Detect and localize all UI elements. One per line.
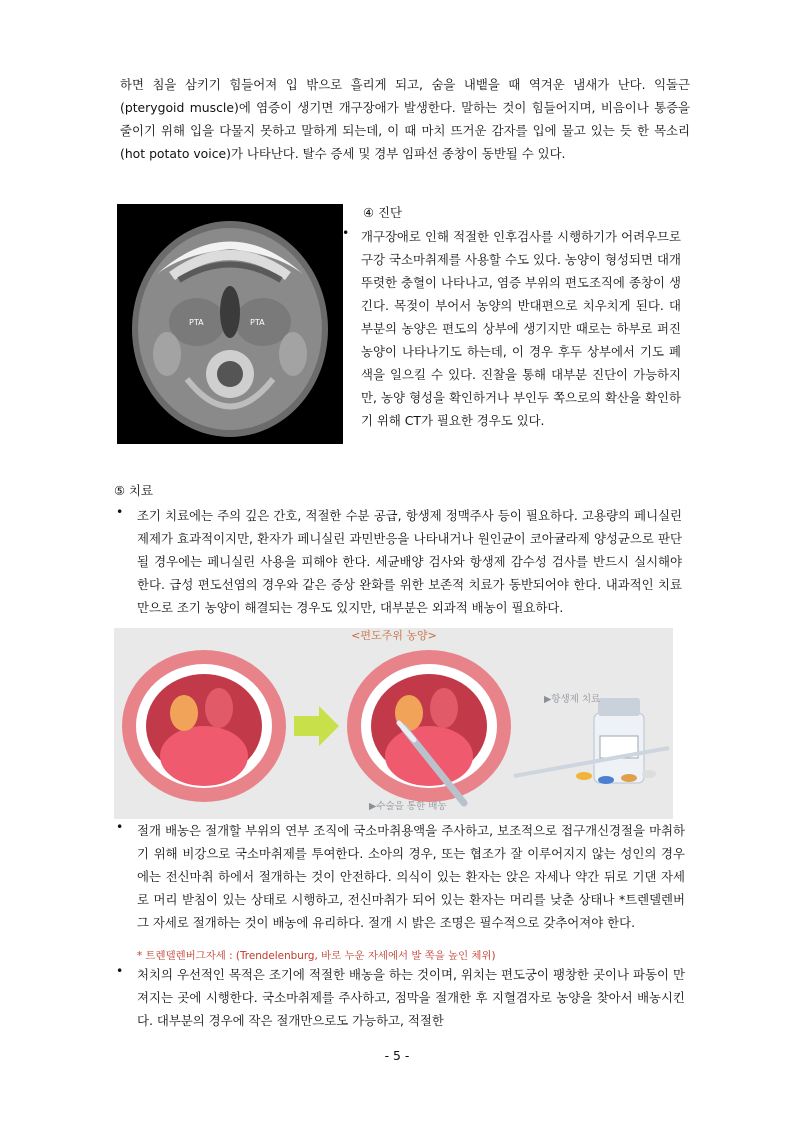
mouth-after-icon [347,650,511,802]
page-number: - 5 - [384,1048,410,1063]
surgery-label: ▶수술을 통한 배농 [369,801,447,812]
treatment-paragraph: 조기 치료에는 주의 깊은 간호, 적절한 수분 공급, 항생제 정맥주사 등이 필요하다. 고용량의 페니실린 제제가 효과적이지만, 환자가 페니실린 과민반응을 나타내거나 원인균이 코아귤라제 양성균으로 판단될 경우에는 페니실린 사용을 피해야 한다. 세균배양 검사와 항생제 감수성 검사를 반드시 실시해야 한다. 급성 편도선염의 경우와 같은 증상 완화를 위한 보존적 치료가 동반되어야 한다. 내과적인 치료만으로 조기 농양이 해결되는 경우도 있지만, 대부분은 외과적 배농이 필요하다. [137,508,682,615]
treatment-heading: ⑤ 치료 [114,483,153,498]
peritonsillar-abscess-illustration [114,628,673,819]
diagnosis-heading: ④ 진단 [363,205,402,220]
illustration-title: <편도주위 농양> [351,629,437,642]
ct-scan-image [117,204,343,444]
treatment-bullet: • [116,504,124,519]
diagnosis-bullet: • [342,225,350,240]
procedure-paragraph: 처치의 우선적인 목적은 조기에 적절한 배농을 하는 것이며, 위치는 편도궁이 팽창한 곳이나 파동이 만져지는 곳에 시행한다. 국소마취제를 주사하고, 점막을 절개한 후 지혈겸자로 농양을 찾아서 배농시킨다. 대부분의 경우에 작은 절개만으로도 가능하고, 적절한 [137,967,685,1028]
incision-paragraph: 절개 배농은 절개할 부위의 연부 조직에 국소마취용액을 주사하고, 보조적으로 접구개신경절을 마취하기 위해 비강으로 국소마취제를 투여한다. 소아의 경우, 또는 협조가 잘 이루어지지 않는 성인의 경우에는 전신마취 하에서 절개하는 것이 안전하다. 의식이 있는 환자는 앉은 자세나 약간 뒤로 기댄 자세로 머리 받침이 있는 상태로 시행하고, 전신마취가 되어 있는 환자는 머리를 낮춘 상태나 *트렌델렌버그 자세로 절개하는 것이 배농에 유리하다. 절개 시 밝은 조명은 필수적으로 갖추어져야 한다. [137,823,685,930]
incision-bullet: • [116,819,124,834]
medicine-bottle-icon [594,698,644,783]
antibiotic-label: ▶항생제 치료 [544,694,601,705]
mouth-before-icon [122,650,286,802]
procedure-bullet: • [116,963,124,978]
footnote: * 트렌델렌버그자세 : (Trendelenburg, 바로 누운 자세에서 발 쪽을 높인 체위) [137,950,496,962]
intro-paragraph: 하면 침을 삼키기 힘들어져 입 밖으로 흘리게 되고, 숨을 내뱉을 때 역겨운 냄새가 난다. 익돌근(pterygoid muscle)에 염증이 생기면 개구장애가 발생한다. 말하는 것이 힘들어지며, 비음이나 통증을 줄이기 위해 입을 다물지 못하고 말하게 되는데, 이 때 마치 뜨거운 감자를 입에 물고 있는 듯 한 목소리(hot potato voice)가 나타난다. 탈수 증세 및 경부 임파선 종창이 동반될 수 있다. [120,77,690,161]
ct-label-right: PTA [250,318,265,327]
ct-label-left: PTA [189,318,204,327]
diagnosis-paragraph: 개구장애로 인해 적절한 인후검사를 시행하기가 어려우므로 구강 국소마취제를 사용할 수도 있다. 농양이 형성되면 대개 뚜렷한 충혈이 나타나고, 염증 부위의 편도조직에 종창이 생긴다. 목젖이 부어서 농양의 반대편으로 치우치게 된다. 대부분의 농양은 편도의 상부에 생기지만 때로는 하부로 퍼진 농양이 나타나기도 하는데, 이 경우 후두 상부에서 기도 폐색을 일으킬 수 있다. 진찰을 통해 대부분 진단이 가능하지만, 농양 형성을 확인하거나 부인두 쪽으로의 확산을 확인하기 위해 CT가 필요한 경우도 있다. [361,229,681,428]
